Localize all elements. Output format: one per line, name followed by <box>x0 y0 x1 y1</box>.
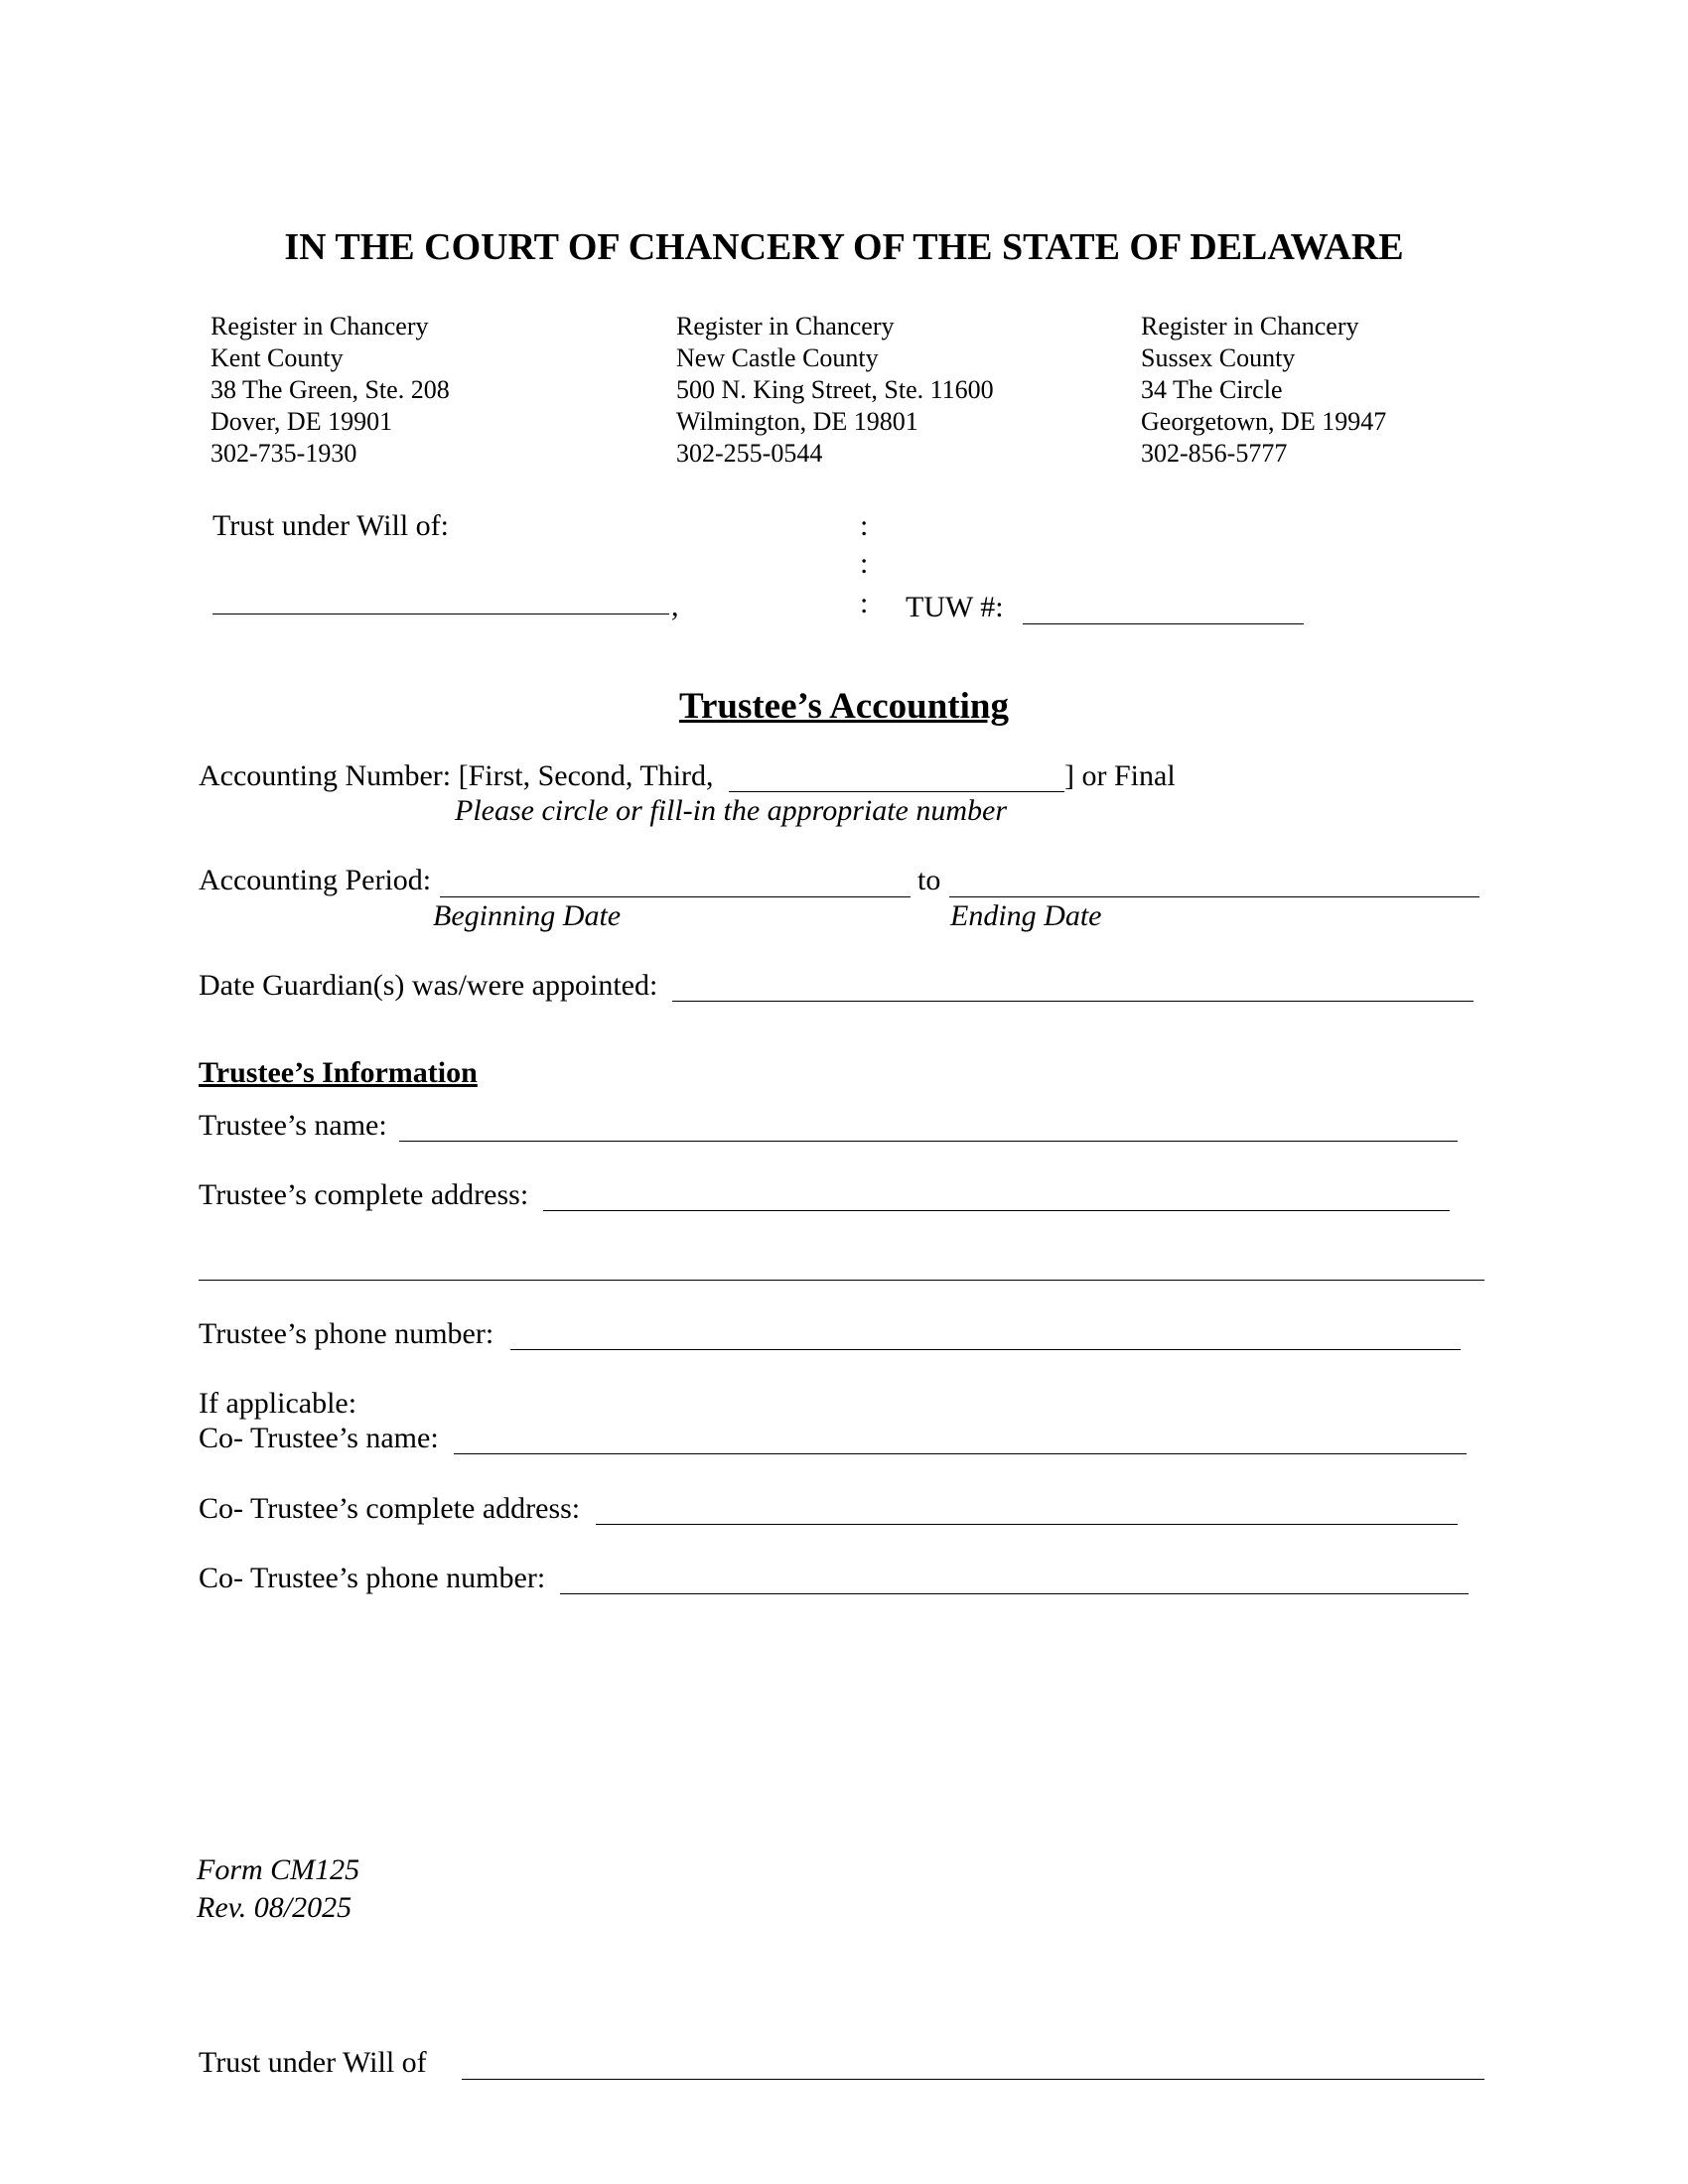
form-title: Trustee’s Accounting <box>679 686 1009 727</box>
ending-date-caption: Ending Date <box>950 899 1102 932</box>
office-kent <box>211 311 450 470</box>
office-sussex-line2: Sussex County <box>1141 343 1296 372</box>
co-trustee-address-label: Co- Trustee’s complete address: <box>199 1492 581 1525</box>
caption-trust-label: Trust under Will of: <box>212 509 449 542</box>
accounting-number-label: Accounting Number: [First, Second, Third, <box>199 759 714 792</box>
footer-trust-label: Trust under Will of <box>199 2046 427 2079</box>
co-trustee-name-label: Co- Trustee’s name: <box>199 1422 439 1454</box>
office-new-castle-line3: 500 N. King Street, Ste. 11600 <box>676 375 994 404</box>
guardian-appointed-label: Date Guardian(s) was/were appointed: <box>199 969 658 1002</box>
accounting-number-suffix: ] or Final <box>1064 759 1176 792</box>
period-to: to <box>917 864 941 896</box>
caption-comma: , <box>671 590 679 622</box>
office-kent-line5: 302-735-1930 <box>211 439 357 468</box>
form-number: Form CM125 <box>197 1853 360 1886</box>
trustee-name-field[interactable] <box>399 1141 1458 1142</box>
trustee-address-field-line2[interactable] <box>199 1280 1484 1281</box>
co-trustee-address-field[interactable] <box>596 1524 1458 1525</box>
office-sussex-line1: Register in Chancery <box>1141 312 1359 341</box>
co-trustee-phone-label: Co- Trustee’s phone number: <box>199 1562 546 1594</box>
caption-colon-1: : <box>860 509 869 542</box>
court-title: IN THE COURT OF CHANCERY OF THE STATE OF DELAWARE <box>284 226 1404 268</box>
office-new-castle <box>676 311 994 470</box>
tuw-number-field[interactable] <box>1023 623 1304 624</box>
office-sussex <box>1141 311 1386 470</box>
trustee-phone-field[interactable] <box>510 1349 1461 1350</box>
accounting-period-label: Accounting Period: <box>199 864 432 896</box>
trustee-name-label: Trustee’s name: <box>199 1109 387 1142</box>
caption-colon-3: : <box>860 587 869 619</box>
caption-colon-2: : <box>860 547 869 580</box>
office-new-castle-line5: 302-255-0544 <box>676 439 823 468</box>
trustee-info-heading: Trustee’s Information <box>199 1056 478 1089</box>
office-sussex-line5: 302-856-5777 <box>1141 439 1288 468</box>
beginning-date-field[interactable] <box>440 896 911 897</box>
office-new-castle-line4: Wilmington, DE 19801 <box>676 407 918 436</box>
guardian-appointed-field[interactable] <box>672 1001 1474 1002</box>
office-sussex-line4: Georgetown, DE 19947 <box>1141 407 1387 436</box>
office-kent-line2: Kent County <box>211 343 344 372</box>
office-sussex-line3: 34 The Circle <box>1141 375 1283 404</box>
ending-date-field[interactable] <box>949 896 1479 897</box>
trustee-address-field[interactable] <box>543 1210 1450 1211</box>
beginning-date-caption: Beginning Date <box>433 899 622 932</box>
form-revision: Rev. 08/2025 <box>197 1891 352 1924</box>
co-trustee-name-field[interactable] <box>454 1453 1467 1454</box>
accounting-number-hint: Please circle or fill-in the appropriate number <box>455 794 1008 827</box>
footer-trust-name-field[interactable] <box>462 2079 1484 2080</box>
office-kent-line3: 38 The Green, Ste. 208 <box>211 375 450 404</box>
trustee-address-label: Trustee’s complete address: <box>199 1178 529 1211</box>
office-kent-line4: Dover, DE 19901 <box>211 407 393 436</box>
tuw-label: TUW #: <box>906 591 1004 623</box>
office-kent-line1: Register in Chancery <box>211 312 429 341</box>
co-trustee-phone-field[interactable] <box>560 1593 1469 1594</box>
if-applicable-label: If applicable: <box>199 1387 357 1420</box>
trustee-phone-label: Trustee’s phone number: <box>199 1317 494 1350</box>
accounting-number-field[interactable] <box>729 791 1064 792</box>
office-new-castle-line1: Register in Chancery <box>676 312 895 341</box>
office-new-castle-line2: New Castle County <box>676 343 879 372</box>
